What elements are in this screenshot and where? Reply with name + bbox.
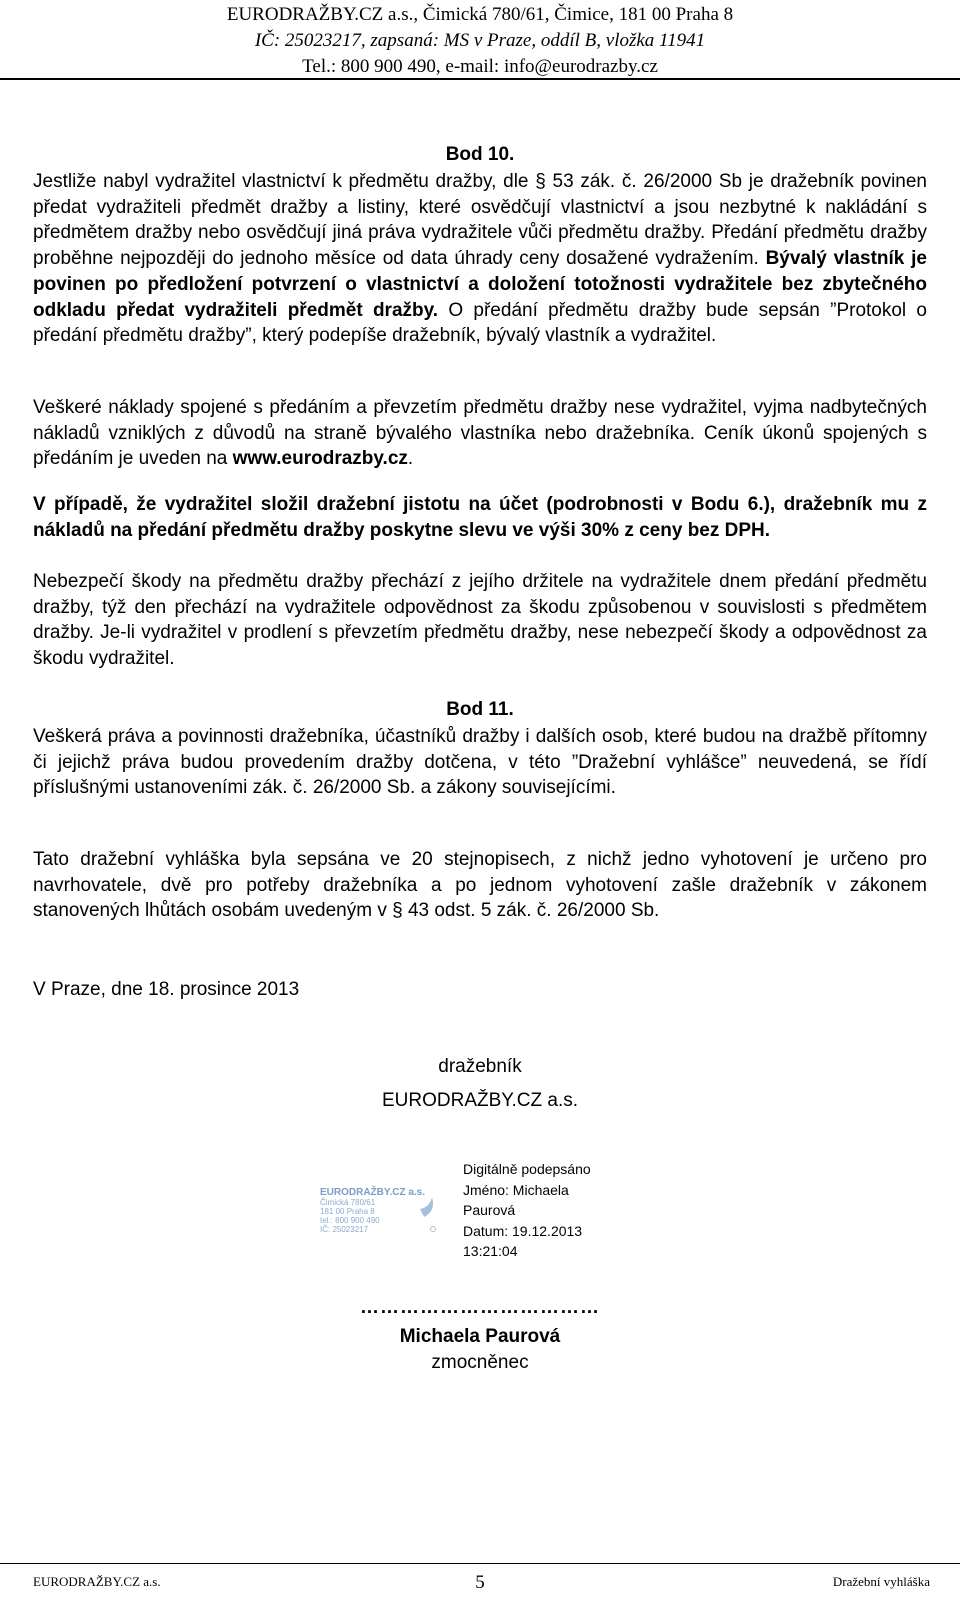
digital-signature-line: Jméno: Michaela [463,1181,569,1198]
header-divider [0,78,960,80]
footer-divider [0,1563,960,1564]
stamp-line-3: 181 00 Praha 8 [320,1207,375,1216]
header-contact-line: Tel.: 800 900 490, e-mail: info@eurodrazby.cz [302,56,658,77]
section-title-bod-10: Bod 10. [445,144,515,165]
stamp-line-2: Čimická 780/61 [320,1198,376,1207]
section-title-bod-11: Bod 11. [446,699,514,720]
header-company-line: EURODRAŽBY.CZ a.s., Čimická 780/61, Čimice, 181 00 Praha 8 [226,4,734,25]
document-header [0,2,960,80]
digital-signature-line: 13:21:04 [463,1243,518,1260]
digital-signature-line: Datum: 19.12.2013 [463,1222,583,1239]
bod10-paragraph-4: Nebezpečí škody na předmětu dražby přechází z jejího držitele na vydražitele dnem předání předmětu dražby, týž den přechází na vydražitele odpovědnost za škodu způsobenou v souvislosti s předmětem dražby. Je-li vydražitel v prodlení s převzetím předmětu dražby, nese nebezpečí škody a odpovědnost za škodu vydražitel. [33,571,927,670]
stamp-line-4: tel.: 800 900 490 [320,1216,380,1225]
signatory-title: zmocněnec [431,1352,529,1373]
footer-company: EURODRAŽBY.CZ a.s. [33,1574,161,1589]
footer-document-title: Dražební vyhláška [832,1574,930,1589]
stamp-line-1: EURODRAŽBY.CZ a.s. [320,1187,426,1198]
bod11-paragraph-2: Tato dražební vyhláška byla sepsána ve 20 stejnopisech, z nichž jedno vyhotovení je určeno pro navrhovatele, dvě pro potřeby dražebníka a po jednom vyhotovení zašle dražebník v zákonem stanovených lhůtách osobám uvedeným v § 43 odst. 5 zák. č. 26/2000 Sb. [33,849,927,922]
bod10-p1-protocol: O předání předmětu dražby bude sepsán ”Protokol o předání předmětu dražby”, který podepíše dražebník, bývalý vlastník a vydražitel. [33,299,927,347]
digital-signature-line: Digitálně podepsáno [463,1161,591,1177]
signature-company: EURODRAŽBY.CZ a.s. [381,1090,579,1111]
digital-signature-line: Paurová [463,1202,516,1219]
bod10-p1-bold: Bývalý vlastník je povinen po předložení potvrzení o vlastnictví a doložení totožnosti vydražitele bez zbytečného odkladu předat vydražiteli předmět dražby. [33,248,927,321]
bod10-paragraph-2 [33,395,927,472]
place-and-date: V Praze, dne 18. prosince 2013 [33,979,300,1000]
bod10-p2-text: Veškeré náklady spojené s předáním a převzetím předmětu dražby nese vydražitel, vyjma nadbytečných nákladů vzniklých z důvodů na straně bývalého vlastníka nebo dražebníka. Ceník úkonů spojených s předáním je uveden na [33,397,927,470]
bod10-paragraph-3: V případě, že vydražitel složil dražební jistotu na účet (podrobnosti v Bodu 6.), dražebník mu z nákladů na předání předmětu dražby poskytne slevu ve výši 30% z ceny bez DPH. [33,494,927,541]
signature-dots: ……………………………… [360,1297,600,1318]
bod10-p2-end: . [407,448,414,470]
header-registration-line: IČ: 25023217, zapsaná: MS v Praze, oddíl B, vložka 11941 [254,30,706,51]
stamp-graphic [308,1183,448,1239]
page-number: 5 [475,1572,485,1593]
stamp-logo-icon [420,1197,433,1217]
company-stamp [308,1183,448,1239]
signature-role: dražebník [438,1056,522,1077]
signatory-name: Michaela Paurová [399,1326,561,1347]
digital-signature-info [463,1159,591,1262]
bod10-p1-text: Jestliže nabyl vydražitel vlastnictví k předmětu dražby, dle § 53 zák. č. 26/2000 Sb je dražebník povinen předat vydražiteli předmět dražby a listiny, které osvědčují vlastnictví a jsou nezbytné k nakládání s předmětem dražby nebo osvědčují jiná práva vydražitele vůči předmětu dražby. Předání předmětu dražby proběhne nejpozději do jednoho měsíce od data úhrady ceny dosažené vydražením. [33,171,927,270]
bod11-paragraph-1: Veškerá práva a povinnosti dražebníka, účastníků dražby i dalších osob, které budou na dražbě přítomny či jejichž práva budou provedením dražby dotčena, v této ”Dražební vyhlášce” neuvedená, se řídí příslušnými ustanoveními zák. č. 26/2000 Sb. a zákony souvisejícími. [33,726,927,799]
stamp-line-5: IČ: 25023217 [320,1225,369,1234]
stamp-registered-icon [431,1227,436,1232]
website-link[interactable]: www.eurodrazby.cz [232,448,408,470]
bod10-paragraph-1 [33,169,927,349]
